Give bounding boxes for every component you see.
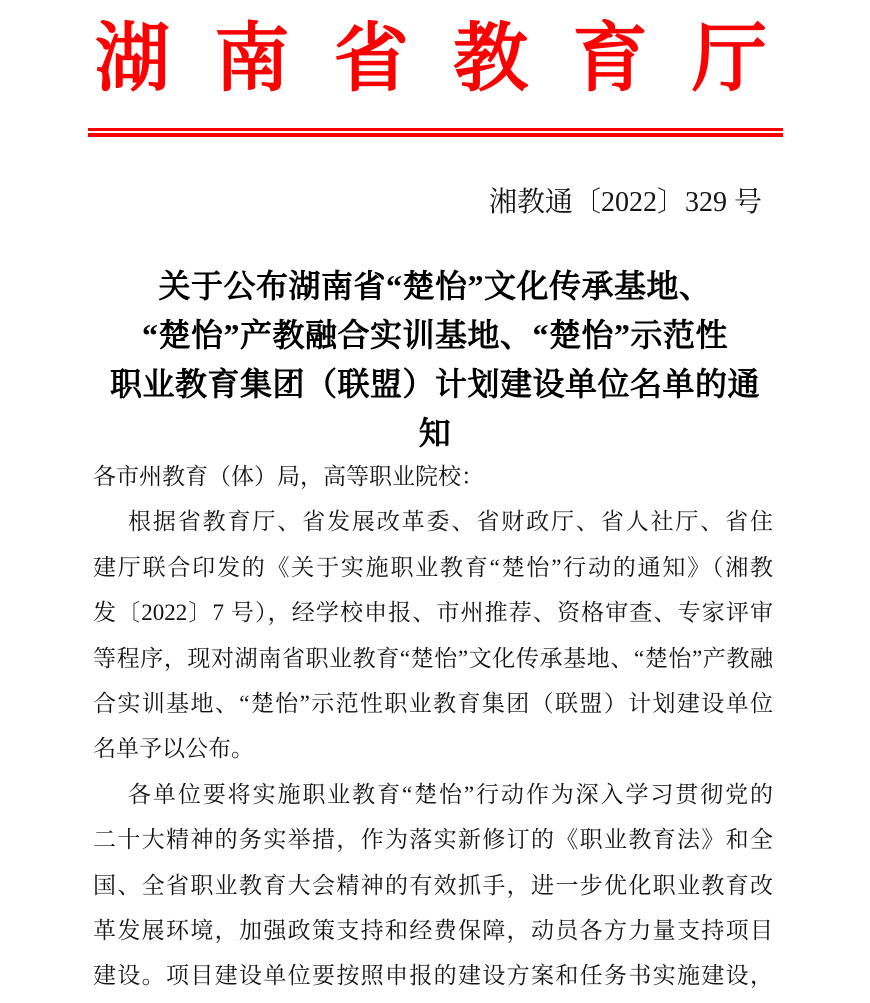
document-title-line: 关于公布湖南省“楚怡”文化传承基地、 [158,268,712,304]
document-title-line: “楚怡”产教融合实训基地、“楚怡”示范性 [141,317,728,353]
agency-name-char: 厅 [691,17,767,101]
body-text-line: 建厅联合印发的《关于实施职业教育“楚怡”行动的通知》（湘教 [93,554,773,580]
body-text-line: 二十大精神的务实举措，作为落实新修订的《职业教育法》和全 [93,827,773,853]
body-text-line: 根据省教育厅、省发展改革委、省财政厅、省人社厅、省住 [128,509,773,535]
document-body [93,454,773,999]
document-title-line: 职业教育集团（联盟）计划建设单位名单的通知 [109,366,760,451]
body-text-line: 等程序，现对湖南省职业教育“楚怡”文化传承基地、“楚怡”产教融 [93,645,773,671]
agency-masthead [95,12,767,106]
agency-name-char: 湖 [95,17,171,101]
document-number: 湘教通〔2022〕329 号 [488,187,762,218]
body-text-line: 国、全省职业教育大会精神的有效抓手，进一步优化职业教育改 [93,872,773,898]
agency-name-char: 南 [214,17,290,101]
body-text-line: 发〔2022〕7 号），经学校申报、市州推荐、资格审查、专家评审 [93,600,773,626]
agency-name-char: 育 [572,17,648,101]
body-text-line: 建设。项目建设单位要按照申报的建设方案和任务书实施建设， [93,963,773,989]
agency-name-char: 省 [333,17,409,101]
document-title [95,262,775,458]
body-text-line: 名单予以公布。 [93,736,254,762]
salutation-line: 各市州教育（体）局，高等职业院校： [93,464,484,489]
agency-name-char: 教 [453,17,529,101]
red-separator-rule [88,128,783,137]
body-text-line: 各单位要将实施职业教育“楚怡”行动作为深入学习贯彻党的 [128,781,773,807]
body-text-line: 革发展环境，加强政策支持和经费保障，动员各方力量支持项目 [93,918,773,944]
body-text-line: 合实训基地、“楚怡”示范性职业教育集团（联盟）计划建设单位 [93,691,773,717]
